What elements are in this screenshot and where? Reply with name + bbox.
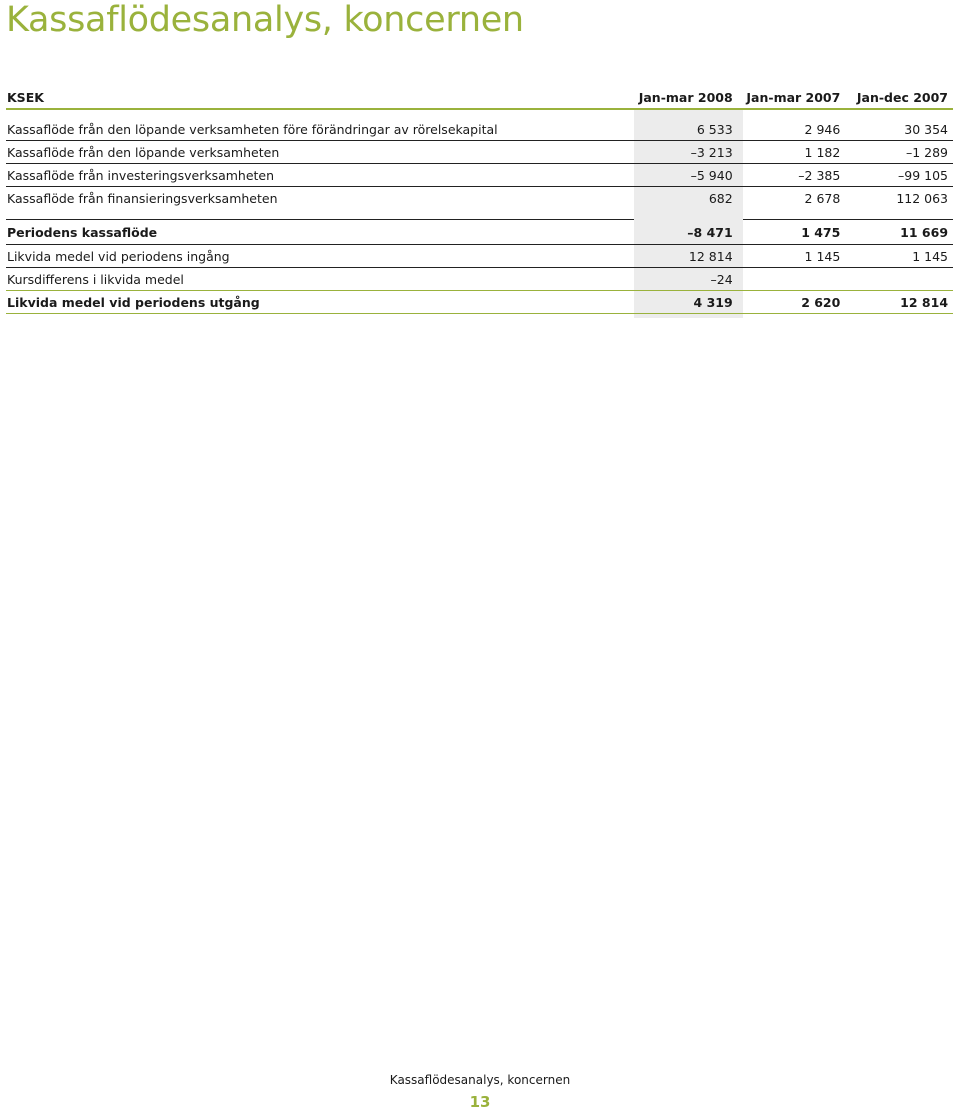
cell-value: 1 475 (801, 224, 841, 240)
row-label: Kursdifferens i likvida medel (7, 271, 184, 287)
table-row (6, 164, 953, 187)
cell-value: 1 145 (804, 248, 841, 264)
cell-value: –3 213 (690, 144, 733, 160)
cell-value: 682 (708, 190, 733, 206)
cell-value: 2 620 (801, 294, 841, 310)
cell-value: 12 814 (900, 294, 949, 310)
cell-value: 6 533 (696, 121, 733, 137)
footer-title: Kassaflödesanalys, koncernen (389, 1073, 571, 1087)
row-label: Likvida medel vid periodens ingång (7, 248, 230, 264)
row-label: Kassaflöde från finansieringsverksamheten (7, 190, 278, 206)
table-row (6, 291, 953, 314)
table-row (6, 141, 953, 164)
cell-value: 1 145 (912, 248, 949, 264)
row-label: Kassaflöde från den löpande verksamheten före förändringar av rörelsekapital (7, 121, 498, 137)
row-label: Periodens kassaflöde (7, 224, 158, 240)
row-label: Kassaflöde från den löpande verksamheten (7, 144, 280, 160)
column-header: Jan-mar 2007 (746, 89, 841, 105)
table-row (6, 245, 953, 268)
cell-value: 1 182 (804, 144, 841, 160)
cell-value: 2 678 (804, 190, 841, 206)
cell-value: –8 471 (687, 224, 733, 240)
page-title: Kassaflödesanalys, koncernen (6, 0, 524, 40)
table-row (6, 187, 953, 209)
table-header (6, 86, 953, 110)
row-divider (6, 209, 953, 220)
unit-label: KSEK (7, 89, 44, 105)
cashflow-table (6, 86, 953, 314)
page-number: 13 (469, 1093, 491, 1111)
cell-value: 2 946 (804, 121, 841, 137)
cell-value: 12 814 (688, 248, 733, 264)
column-header: Jan-dec 2007 (856, 89, 949, 105)
cell-value: –5 940 (690, 167, 733, 183)
cell-value: –99 105 (898, 167, 949, 183)
cell-value: 30 354 (904, 121, 949, 137)
cell-value: –2 385 (798, 167, 841, 183)
cell-value: 4 319 (693, 294, 733, 310)
table-row (6, 268, 953, 291)
table-row (6, 118, 953, 141)
cell-value: –1 289 (905, 144, 949, 160)
cell-value: 11 669 (900, 224, 949, 240)
cell-value: 112 063 (896, 190, 949, 206)
row-label: Likvida medel vid periodens utgång (7, 294, 260, 310)
row-label: Kassaflöde från investeringsverksamheten (7, 167, 275, 183)
table-row (6, 220, 953, 245)
column-header: Jan-mar 2008 (638, 89, 733, 105)
cell-value: –24 (710, 271, 733, 287)
